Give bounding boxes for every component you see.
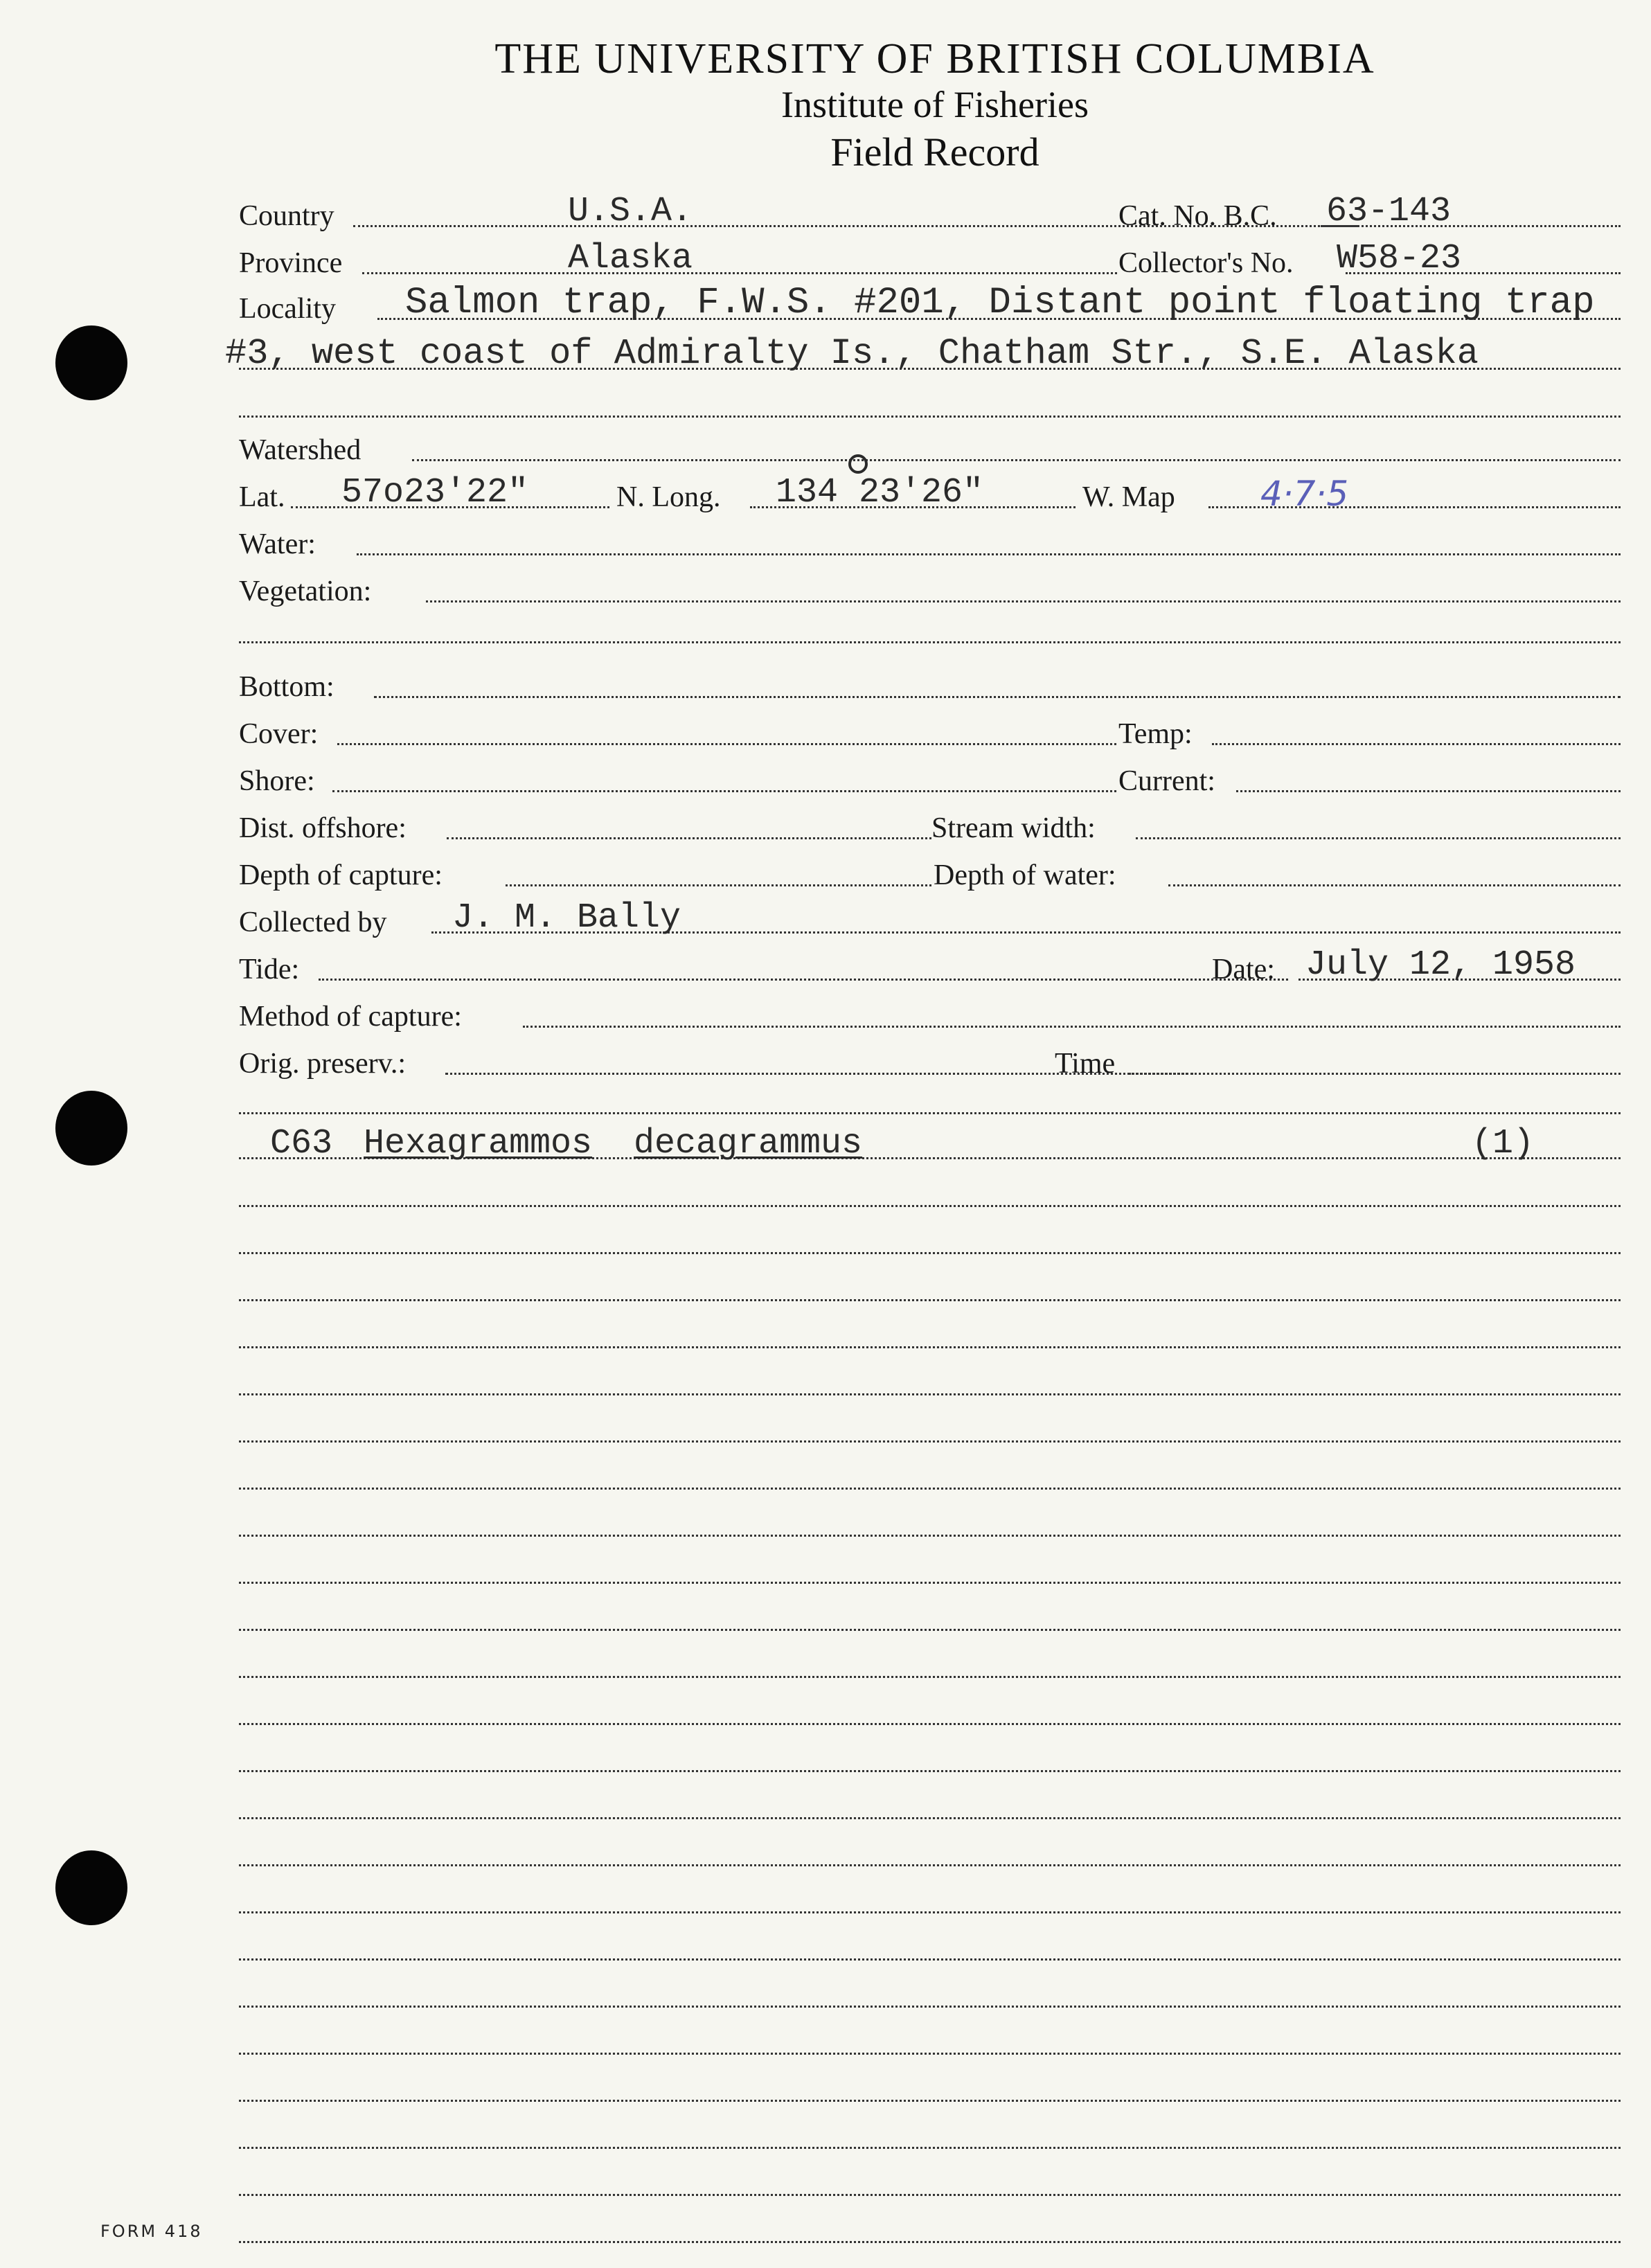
depth-row: [239, 849, 1621, 895]
specimen-genus: Hexagrammos: [364, 1124, 593, 1163]
depth-capture-label: Depth of capture:: [239, 859, 443, 891]
blank-line: [239, 1582, 1621, 1584]
blank-line: [239, 1817, 1621, 1819]
w-map-label: W. Map: [1082, 481, 1175, 513]
province-row: [239, 237, 1621, 283]
country-value: U.S.A.: [568, 192, 693, 231]
vegetation-label: Vegetation:: [239, 575, 372, 607]
blank-line: [239, 1535, 1621, 1537]
form-number: FORM 418: [100, 2222, 203, 2241]
current-label: Current:: [1118, 765, 1215, 797]
water-label: Water:: [239, 528, 316, 560]
blank-line: [239, 1393, 1621, 1395]
country-row: [239, 190, 1621, 235]
collector-no-label: Collector's No.: [1118, 247, 1294, 279]
collected-by-label: Collected by: [239, 907, 387, 938]
specimen-count: (1): [1472, 1124, 1535, 1163]
specimen-species: decagrammus: [634, 1124, 863, 1163]
province-value: Alaska: [568, 239, 693, 278]
tide-label: Tide:: [239, 954, 300, 985]
n-long-label: N. Long.: [616, 481, 721, 513]
blank-line: [239, 2194, 1621, 2196]
specimen-row: [239, 1122, 1621, 1168]
blank-line: [239, 1911, 1621, 1913]
watershed-label: Watershed: [239, 434, 362, 466]
dist-offshore-label: Dist. offshore:: [239, 812, 407, 844]
coordinates-row: [239, 471, 1621, 517]
water-row: [239, 518, 1621, 564]
cover-label: Cover:: [239, 718, 319, 750]
blank-line: [239, 2100, 1621, 2102]
record-title: Field Record: [830, 130, 1039, 175]
date-label: Date:: [1212, 954, 1275, 985]
blank-line: [239, 1723, 1621, 1725]
institute-title: Institute of Fisheries: [781, 84, 1089, 125]
locality-label: Locality: [239, 293, 336, 325]
blank-line: [239, 2241, 1621, 2243]
blank-line: [239, 2053, 1621, 2055]
collected-by-row: [239, 896, 1621, 942]
blank-line: [239, 1346, 1621, 1348]
shore-label: Shore:: [239, 765, 315, 797]
long-value: 134 23'26": [776, 473, 984, 512]
time-label: Time: [1055, 1048, 1116, 1080]
locality-row: [239, 283, 1621, 328]
vegetation-row: [239, 565, 1621, 611]
blank-line: [239, 416, 1621, 418]
blank-line: [239, 1440, 1621, 1443]
orig-preserv-label: Orig. preserv.:: [239, 1048, 407, 1080]
specimen-code: C63: [270, 1124, 333, 1163]
bottom-label: Bottom:: [239, 671, 334, 703]
tide-row: [239, 943, 1621, 989]
temp-label: Temp:: [1118, 718, 1193, 750]
blank-line: [239, 1958, 1621, 1961]
dist-offshore-row: [239, 802, 1621, 848]
date-value: July 12, 1958: [1305, 945, 1576, 985]
stream-width-label: Stream width:: [931, 812, 1096, 844]
lat-value: 57o23'22": [341, 473, 529, 512]
depth-water-label: Depth of water:: [934, 859, 1116, 891]
binder-hole: [55, 325, 127, 400]
blank-line: [239, 1299, 1621, 1301]
blank-line: [239, 1112, 1621, 1114]
locality-line-2: #3, west coast of Admiralty Is., Chatham Str., S.E. Alaska: [225, 333, 1479, 374]
degree-symbol: [848, 454, 868, 474]
method-label: Method of capture:: [239, 1001, 462, 1033]
blank-line: [239, 1864, 1621, 1866]
watershed-row: [239, 424, 1621, 470]
blank-line: [239, 1252, 1621, 1254]
blank-line: [239, 641, 1621, 643]
shore-row: [239, 755, 1621, 801]
bottom-row: [239, 661, 1621, 706]
cover-row: [239, 708, 1621, 753]
binder-hole: [55, 1091, 127, 1166]
blank-line: [239, 1770, 1621, 1772]
university-title: THE UNIVERSITY OF BRITISH COLUMBIA: [494, 35, 1375, 82]
map-value: 4·7·5: [1260, 474, 1349, 514]
country-label: Country: [239, 200, 334, 232]
collected-by-value: J. M. Bally: [452, 898, 681, 938]
blank-line: [239, 2147, 1621, 2149]
blank-line: [239, 1205, 1621, 1207]
locality-row-2: [225, 332, 1621, 378]
blank-line: [239, 1488, 1621, 1490]
collector-no-value: W58-23: [1337, 239, 1462, 278]
lat-label: Lat.: [239, 481, 285, 513]
orig-preserv-row: [239, 1037, 1621, 1083]
province-label: Province: [239, 247, 343, 279]
method-row: [239, 990, 1621, 1036]
blank-line: [239, 1676, 1621, 1678]
binder-hole: [55, 1850, 127, 1925]
blank-line: [239, 2006, 1621, 2008]
catno-value: 63-143: [1326, 192, 1452, 231]
catno-label: Cat. No. B.C.: [1118, 200, 1277, 232]
blank-line: [239, 1629, 1621, 1631]
locality-line-1: Salmon trap, F.W.S. #201, Distant point floating trap: [405, 282, 1595, 324]
